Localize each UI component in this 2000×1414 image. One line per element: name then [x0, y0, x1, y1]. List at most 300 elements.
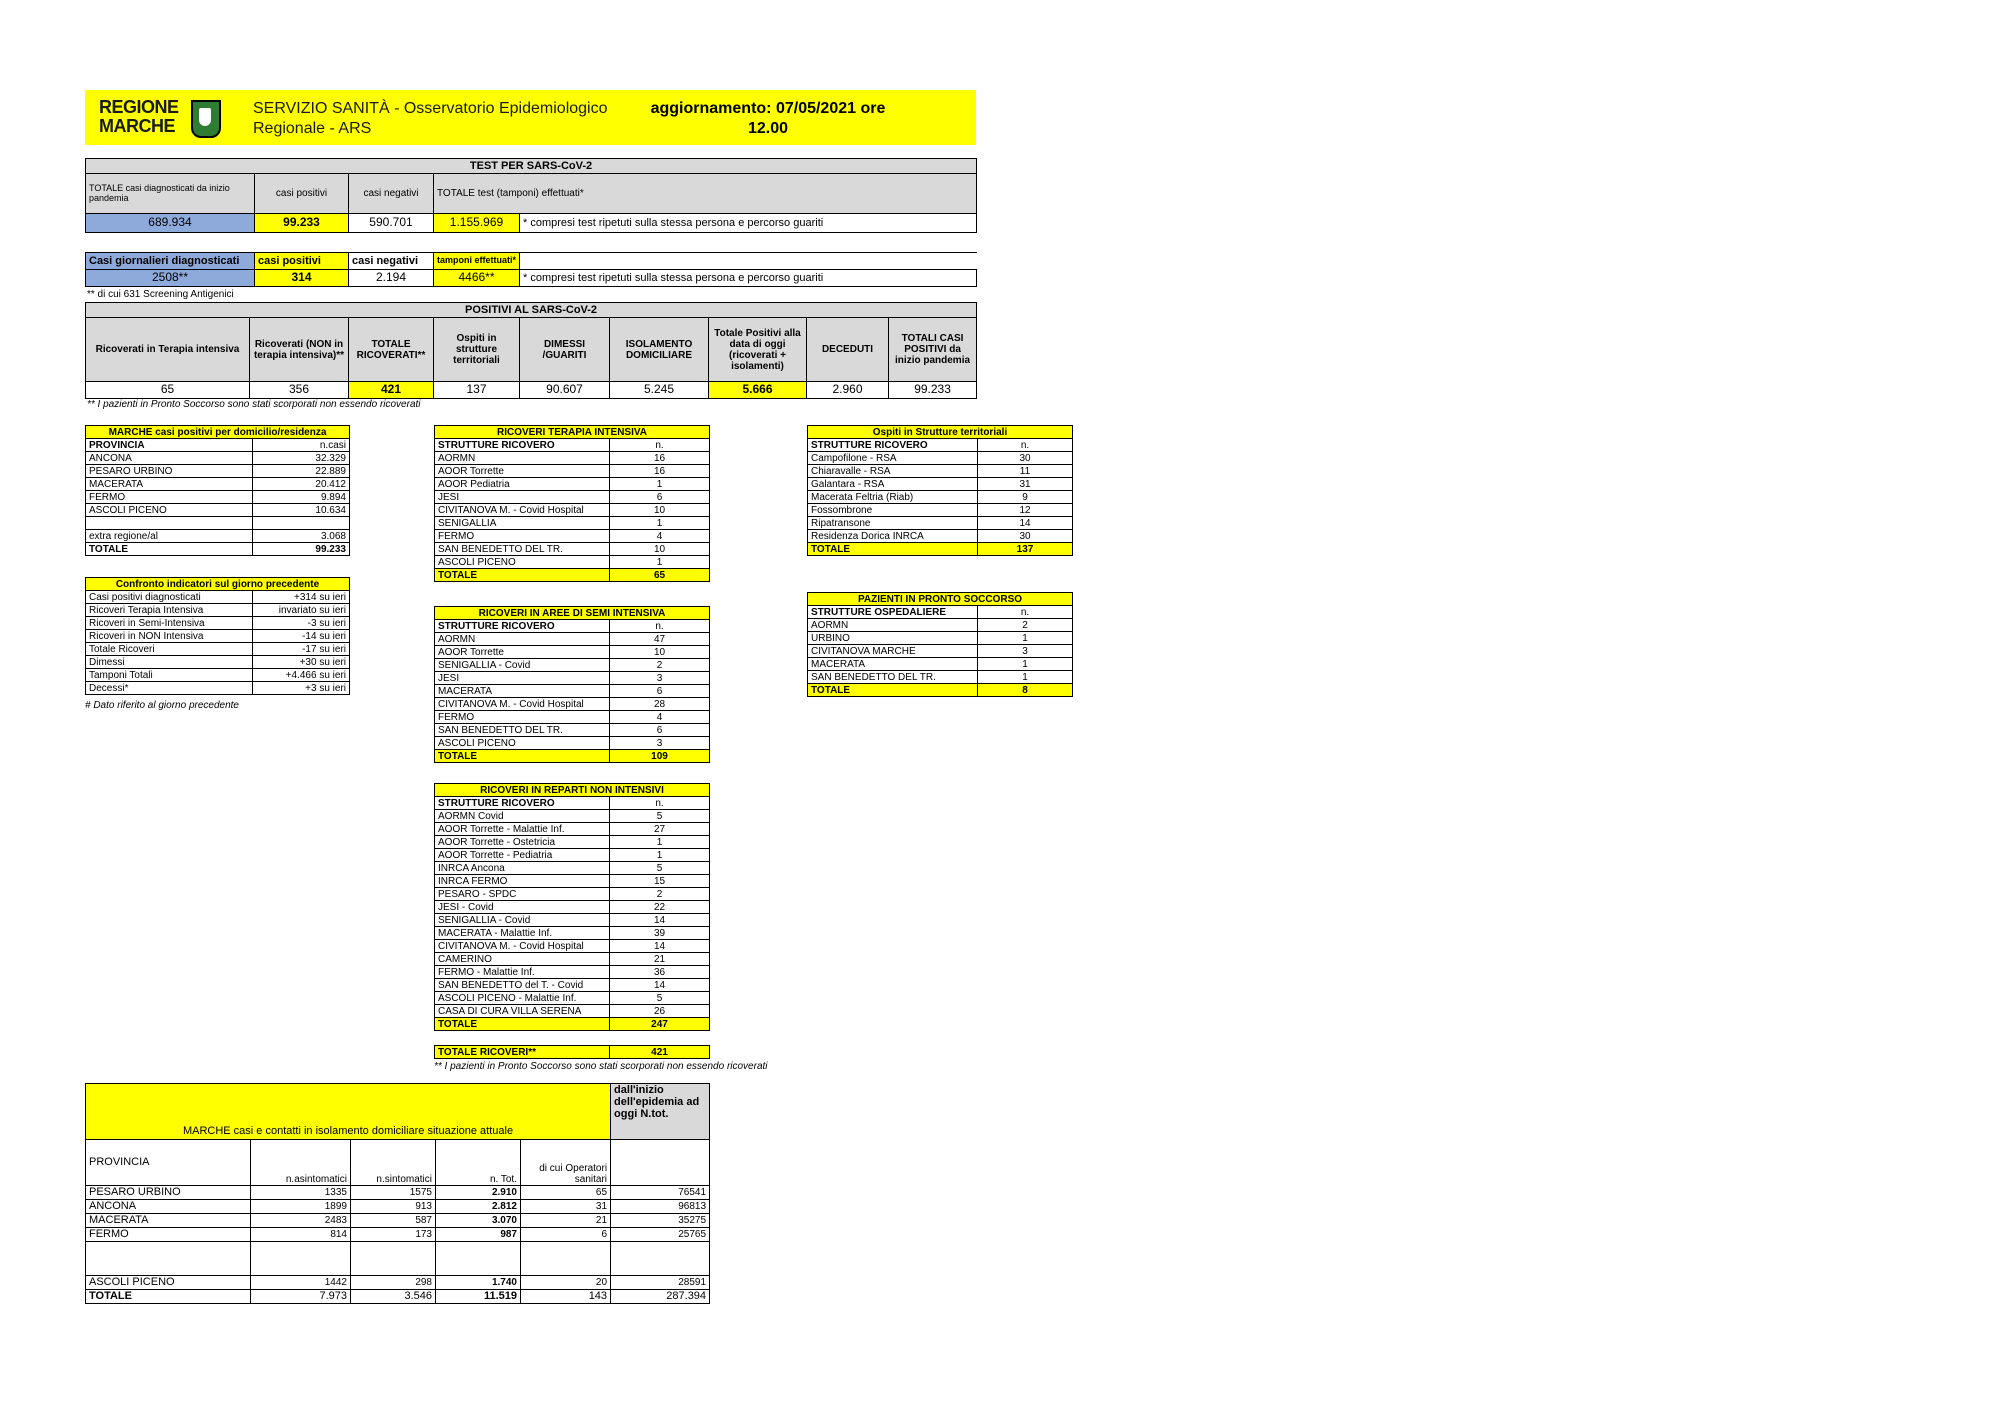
- nonint-row-value: 14: [610, 914, 710, 927]
- nonint-row: [435, 862, 710, 875]
- isolamento-cell: 987: [436, 1228, 521, 1242]
- province-title: MARCHE casi positivi per domicilio/residenza: [86, 426, 350, 439]
- semi-row-value: 6: [610, 724, 710, 737]
- nonint-row-value: 2: [610, 888, 710, 901]
- isolamento-row: [86, 1214, 710, 1228]
- positivi-header-row: [86, 318, 977, 382]
- positivi-value: 137: [434, 382, 520, 399]
- province-rows: [86, 452, 350, 543]
- province-cases: 32.329: [253, 452, 350, 465]
- province-row: [86, 530, 350, 543]
- nonint-row-value: 5: [610, 810, 710, 823]
- isolamento-total-value: 3.546: [351, 1290, 436, 1304]
- isolamento-spacer-cell: [86, 1242, 251, 1276]
- nonint-row-name: MACERATA - Malattie Inf.: [435, 927, 610, 940]
- semi-row: [435, 646, 710, 659]
- positivi-value: 65: [86, 382, 250, 399]
- iso-h-tot: n. Tot.: [436, 1140, 521, 1186]
- ospiti-row-name: Chiaravalle - RSA: [808, 465, 978, 478]
- ps-row-name: URBINO: [808, 632, 978, 645]
- isolamento-row: [86, 1276, 710, 1290]
- confronto-value: -3 su ieri: [253, 617, 350, 630]
- totric-label: TOTALE RICOVERI**: [435, 1046, 610, 1059]
- test-v-tamp: 1.155.969: [434, 214, 520, 233]
- daily-h-tamp: tamponi effettuati*: [434, 253, 520, 270]
- ti-row-value: 10: [610, 543, 710, 556]
- confronto-row: [86, 630, 350, 643]
- ti-row-name: AOOR Pediatria: [435, 478, 610, 491]
- isolamento-total-row: [86, 1290, 710, 1304]
- test-h-pos: casi positivi: [255, 174, 349, 214]
- isolamento-cell: 1.740: [436, 1276, 521, 1290]
- nonint-row: [435, 836, 710, 849]
- isolamento-cell: 65: [521, 1186, 611, 1200]
- ospiti-row-value: 30: [978, 452, 1073, 465]
- province-h-prov: PROVINCIA: [86, 439, 253, 452]
- isolamento-cell: 587: [351, 1214, 436, 1228]
- ps-row-name: MACERATA: [808, 658, 978, 671]
- positivi-value: 5.245: [610, 382, 709, 399]
- semi-row: [435, 659, 710, 672]
- isolamento-total-value: 287.394: [611, 1290, 710, 1304]
- ps-row: [808, 658, 1073, 671]
- semi-row: [435, 724, 710, 737]
- ti-row-value: 10: [610, 504, 710, 517]
- ps-row-value: 2: [978, 619, 1073, 632]
- isolamento-rows: [86, 1186, 710, 1290]
- ti-row-value: 6: [610, 491, 710, 504]
- nonint-row: [435, 940, 710, 953]
- positivi-header: DIMESSI /GUARITI: [520, 318, 610, 382]
- province-row: [86, 491, 350, 504]
- nonint-total: 247: [610, 1018, 710, 1031]
- province-name: [86, 517, 253, 530]
- logo-line2: MARCHE: [99, 116, 175, 136]
- test-note: * compresi test ripetuti sulla stessa persona e percorso guariti: [520, 214, 977, 233]
- semi-row: [435, 737, 710, 750]
- positivi-value: 90.607: [520, 382, 610, 399]
- confronto-label: Ricoveri in Semi-Intensiva: [86, 617, 253, 630]
- nonint-row-name: PESARO - SPDC: [435, 888, 610, 901]
- nonint-row-value: 1: [610, 836, 710, 849]
- isolamento-total-label: TOTALE: [86, 1290, 251, 1304]
- ti-row: [435, 465, 710, 478]
- isolamento-cell: 76541: [611, 1186, 710, 1200]
- iso-h-oper: di cui Operatori sanitari: [521, 1140, 611, 1186]
- ti-row-value: 1: [610, 556, 710, 569]
- ti-total: 65: [610, 569, 710, 582]
- ps-row-name: CIVITANOVA MARCHE: [808, 645, 978, 658]
- confronto-value: -14 su ieri: [253, 630, 350, 643]
- shield-icon: [191, 100, 221, 138]
- test-v-total: 689.934: [86, 214, 255, 233]
- semi-row-value: 47: [610, 633, 710, 646]
- ps-row: [808, 632, 1073, 645]
- ti-row: [435, 556, 710, 569]
- nonint-row-value: 39: [610, 927, 710, 940]
- ti-row-name: CIVITANOVA M. - Covid Hospital: [435, 504, 610, 517]
- daily-h-pos: casi positivi: [255, 253, 349, 270]
- pronto-soccorso-table: [807, 592, 1073, 697]
- semi-row-name: SENIGALLIA - Covid: [435, 659, 610, 672]
- nonint-row-name: AORMN Covid: [435, 810, 610, 823]
- nonint-row-name: INRCA FERMO: [435, 875, 610, 888]
- ospiti-row-value: 9: [978, 491, 1073, 504]
- ti-row: [435, 478, 710, 491]
- ti-row-value: 4: [610, 530, 710, 543]
- isolamento-total-value: 11.519: [436, 1290, 521, 1304]
- ti-row: [435, 517, 710, 530]
- nonint-row-name: SAN BENEDETTO del T. - Covid: [435, 979, 610, 992]
- iso-h-asint: n.asintomatici: [251, 1140, 351, 1186]
- totric-note: ** I pazienti in Pronto Soccorso sono stati scorporati non essendo ricoverati: [434, 1061, 768, 1072]
- isolamento-cell: 913: [351, 1200, 436, 1214]
- province-name: ASCOLI PICENO: [86, 504, 253, 517]
- iso-title: MARCHE casi e contatti in isolamento domiciliare situazione attuale: [86, 1084, 611, 1140]
- nonint-title: RICOVERI IN REPARTI NON INTENSIVI: [435, 784, 710, 797]
- isolamento-spacer-cell: [251, 1242, 351, 1276]
- confronto-label: Ricoveri in NON Intensiva: [86, 630, 253, 643]
- ti-row-name: AOOR Torrette: [435, 465, 610, 478]
- nonint-row: [435, 966, 710, 979]
- nonint-row-name: JESI - Covid: [435, 901, 610, 914]
- ps-total: 8: [978, 684, 1073, 697]
- semi-row-name: ASCOLI PICENO: [435, 737, 610, 750]
- confronto-row: [86, 604, 350, 617]
- province-name: MACERATA: [86, 478, 253, 491]
- ospiti-row-name: Ripatransone: [808, 517, 978, 530]
- semi-h-n: n.: [610, 620, 710, 633]
- positivi-value: 99.233: [889, 382, 977, 399]
- daily-v-pos: 314: [255, 270, 349, 287]
- confronto-row: [86, 682, 350, 695]
- ps-row: [808, 645, 1073, 658]
- isolamento-cell: PESARO URBINO: [86, 1186, 251, 1200]
- ospiti-row: [808, 530, 1073, 543]
- nonint-row: [435, 1005, 710, 1018]
- ti-row: [435, 504, 710, 517]
- nonint-total-label: TOTALE: [435, 1018, 610, 1031]
- province-name: PESARO URBINO: [86, 465, 253, 478]
- ti-row-value: 16: [610, 452, 710, 465]
- confronto-label: Decessi*: [86, 682, 253, 695]
- daily-h-total: Casi giornalieri diagnosticati: [86, 253, 255, 270]
- report-header: [85, 90, 976, 145]
- ps-title: PAZIENTI IN PRONTO SOCCORSO: [808, 593, 1073, 606]
- confronto-title: Confronto indicatori sul giorno precedente: [86, 578, 350, 591]
- isolamento-spacer-cell: [611, 1242, 710, 1276]
- isolamento-row: [86, 1228, 710, 1242]
- ti-row-name: SENIGALLIA: [435, 517, 610, 530]
- isolamento-table: [85, 1083, 710, 1304]
- semi-total: 109: [610, 750, 710, 763]
- positivi-header: DECEDUTI: [807, 318, 889, 382]
- nonint-h-name: STRUTTURE RICOVERO: [435, 797, 610, 810]
- isolamento-cell: 2.910: [436, 1186, 521, 1200]
- isolamento-spacer-cell: [521, 1242, 611, 1276]
- update-timestamp: aggiornamento: 07/05/2021 ore 12.00: [650, 100, 886, 137]
- ospiti-row: [808, 491, 1073, 504]
- semi-row-value: 2: [610, 659, 710, 672]
- positivi-header: TOTALI CASI POSITIVI da inizio pandemia: [889, 318, 977, 382]
- ospiti-row-name: Residenza Dorica INRCA: [808, 530, 978, 543]
- isolamento-cell: 31: [521, 1200, 611, 1214]
- ospiti-rows: [808, 452, 1073, 543]
- semi-row-value: 4: [610, 711, 710, 724]
- ps-total-label: TOTALE: [808, 684, 978, 697]
- positivi-header: Ricoverati in Terapia intensiva: [86, 318, 250, 382]
- ospiti-row: [808, 504, 1073, 517]
- semi-row: [435, 633, 710, 646]
- ospiti-row-value: 12: [978, 504, 1073, 517]
- province-row: [86, 478, 350, 491]
- ps-h-n: n.: [978, 606, 1073, 619]
- positivi-value: 356: [250, 382, 349, 399]
- regione-marche-logo: [99, 98, 199, 138]
- ospiti-row-name: Fossombrone: [808, 504, 978, 517]
- test-v-neg: 590.701: [349, 214, 434, 233]
- ospiti-row-value: 30: [978, 530, 1073, 543]
- test-table: [85, 158, 977, 233]
- nonint-h-n: n.: [610, 797, 710, 810]
- nonint-row: [435, 901, 710, 914]
- test-h-tamp: TOTALE test (tamponi) effettuati*: [434, 174, 977, 214]
- nonint-row-name: CASA DI CURA VILLA SERENA: [435, 1005, 610, 1018]
- nonint-row-value: 26: [610, 1005, 710, 1018]
- semi-row-value: 10: [610, 646, 710, 659]
- isolamento-cell: 20: [521, 1276, 611, 1290]
- nonint-row: [435, 823, 710, 836]
- isolamento-cell: 1575: [351, 1186, 436, 1200]
- daily-footnote: ** di cui 631 Screening Antigenici: [87, 289, 234, 300]
- ti-title: RICOVERI TERAPIA INTENSIVA: [435, 426, 710, 439]
- province-cases: 20.412: [253, 478, 350, 491]
- ti-total-label: TOTALE: [435, 569, 610, 582]
- isolamento-cell: 28591: [611, 1276, 710, 1290]
- nonint-row: [435, 875, 710, 888]
- isolamento-spacer-row: [86, 1242, 710, 1276]
- isolamento-cell: ANCONA: [86, 1200, 251, 1214]
- semi-row: [435, 711, 710, 724]
- ospiti-h-n: n.: [978, 439, 1073, 452]
- ti-row-name: ASCOLI PICENO: [435, 556, 610, 569]
- ospiti-row: [808, 465, 1073, 478]
- semi-row: [435, 698, 710, 711]
- semi-row: [435, 685, 710, 698]
- daily-v-neg: 2.194: [349, 270, 434, 287]
- ti-row-name: SAN BENEDETTO DEL TR.: [435, 543, 610, 556]
- isolamento-cell: FERMO: [86, 1228, 251, 1242]
- ospiti-row: [808, 452, 1073, 465]
- isolamento-cell: 6: [521, 1228, 611, 1242]
- ti-rows: [435, 452, 710, 569]
- confronto-label: Ricoveri Terapia Intensiva: [86, 604, 253, 617]
- ti-row-value: 16: [610, 465, 710, 478]
- ti-h-n: n.: [610, 439, 710, 452]
- confronto-value: invariato su ieri: [253, 604, 350, 617]
- isolamento-cell: 3.070: [436, 1214, 521, 1228]
- isolamento-cell: 298: [351, 1276, 436, 1290]
- nonint-row-value: 15: [610, 875, 710, 888]
- ti-row: [435, 452, 710, 465]
- confronto-label: Totale Ricoveri: [86, 643, 253, 656]
- province-cases: 10.634: [253, 504, 350, 517]
- semi-row-value: 3: [610, 672, 710, 685]
- province-row: [86, 517, 350, 530]
- nonint-row: [435, 849, 710, 862]
- semi-h-name: STRUTTURE RICOVERO: [435, 620, 610, 633]
- ospiti-row-name: Macerata Feltria (Riab): [808, 491, 978, 504]
- isolamento-cell: 2.812: [436, 1200, 521, 1214]
- ti-row-name: JESI: [435, 491, 610, 504]
- ti-h-name: STRUTTURE RICOVERO: [435, 439, 610, 452]
- confronto-value: +314 su ieri: [253, 591, 350, 604]
- province-name: FERMO: [86, 491, 253, 504]
- ospiti-table: [807, 425, 1073, 556]
- confronto-rows: [86, 591, 350, 695]
- isolamento-total-value: 7.973: [251, 1290, 351, 1304]
- ti-row-value: 1: [610, 517, 710, 530]
- isolamento-cell: 1335: [251, 1186, 351, 1200]
- isolamento-cell: 35275: [611, 1214, 710, 1228]
- nonint-row: [435, 914, 710, 927]
- semi-row-value: 28: [610, 698, 710, 711]
- province-table: [85, 425, 350, 556]
- ps-row-value: 3: [978, 645, 1073, 658]
- ti-row-name: FERMO: [435, 530, 610, 543]
- nonint-row-value: 5: [610, 992, 710, 1005]
- ospiti-row-value: 11: [978, 465, 1073, 478]
- isolamento-cell: 21: [521, 1214, 611, 1228]
- nonint-rows: [435, 810, 710, 1018]
- province-total-label: TOTALE: [86, 543, 253, 556]
- nonint-row-value: 14: [610, 940, 710, 953]
- positivi-table: [85, 302, 977, 399]
- ospiti-row: [808, 478, 1073, 491]
- ps-row-value: 1: [978, 632, 1073, 645]
- province-row: [86, 452, 350, 465]
- test-h-total: TOTALE casi diagnosticati da inizio pandemia: [86, 174, 255, 214]
- confronto-row: [86, 591, 350, 604]
- semi-row-name: MACERATA: [435, 685, 610, 698]
- province-h-cases: n.casi: [253, 439, 350, 452]
- confronto-label: Casi positivi diagnosticati: [86, 591, 253, 604]
- ti-row: [435, 543, 710, 556]
- confronto-table: [85, 577, 350, 695]
- ti-row: [435, 491, 710, 504]
- province-cases: 22.889: [253, 465, 350, 478]
- ospiti-row: [808, 517, 1073, 530]
- semi-row: [435, 672, 710, 685]
- semi-row-name: JESI: [435, 672, 610, 685]
- nonint-row-name: INRCA Ancona: [435, 862, 610, 875]
- isolamento-spacer-cell: [351, 1242, 436, 1276]
- nonint-row-value: 5: [610, 862, 710, 875]
- iso-h-prov: PROVINCIA: [86, 1140, 251, 1186]
- isolamento-cell: 96813: [611, 1200, 710, 1214]
- semi-rows: [435, 633, 710, 750]
- province-cases: [253, 517, 350, 530]
- ospiti-title: Ospiti in Strutture territoriali: [808, 426, 1073, 439]
- province-name: extra regione/al: [86, 530, 253, 543]
- isolamento-cell: 814: [251, 1228, 351, 1242]
- test-v-pos: 99.233: [255, 214, 349, 233]
- isolamento-row: [86, 1200, 710, 1214]
- semi-title: RICOVERI IN AREE DI SEMI INTENSIVA: [435, 607, 710, 620]
- positivi-value: 2.960: [807, 382, 889, 399]
- semi-row-value: 6: [610, 685, 710, 698]
- nonint-row: [435, 927, 710, 940]
- nonint-row-name: AOOR Torrette - Ostetricia: [435, 836, 610, 849]
- nonint-row: [435, 810, 710, 823]
- province-name: ANCONA: [86, 452, 253, 465]
- ps-row: [808, 619, 1073, 632]
- nonint-row-value: 36: [610, 966, 710, 979]
- nonint-row: [435, 888, 710, 901]
- daily-h-neg: casi negativi: [349, 253, 434, 270]
- ps-row-value: 1: [978, 658, 1073, 671]
- nonint-row-name: CIVITANOVA M. - Covid Hospital: [435, 940, 610, 953]
- ps-rows: [808, 619, 1073, 684]
- nonint-row-name: SENIGALLIA - Covid: [435, 914, 610, 927]
- nonint-row: [435, 992, 710, 1005]
- positivi-title: POSITIVI AL SARS-CoV-2: [86, 303, 977, 318]
- ti-row: [435, 530, 710, 543]
- daily-v-tamp: 4466**: [434, 270, 520, 287]
- nonint-row-value: 21: [610, 953, 710, 966]
- isolamento-cell: ASCOLI PICENO: [86, 1276, 251, 1290]
- terapia-intensiva-table: [434, 425, 710, 582]
- test-title: TEST PER SARS-CoV-2: [86, 159, 977, 174]
- confronto-row: [86, 656, 350, 669]
- isolamento-total-value: 143: [521, 1290, 611, 1304]
- totric-value: 421: [610, 1046, 710, 1059]
- daily-table: [85, 252, 977, 287]
- positivi-values-row: [86, 382, 977, 399]
- semi-row-name: FERMO: [435, 711, 610, 724]
- confronto-value: -17 su ieri: [253, 643, 350, 656]
- isolamento-spacer-cell: [436, 1242, 521, 1276]
- nonint-row-name: CAMERINO: [435, 953, 610, 966]
- ps-row-name: SAN BENEDETTO DEL TR.: [808, 671, 978, 684]
- positivi-header: Totale Positivi alla data di oggi (ricoverati + isolamenti): [709, 318, 807, 382]
- daily-v-total: 2508**: [86, 270, 255, 287]
- confronto-label: Tamponi Totali: [86, 669, 253, 682]
- nonint-row-value: 27: [610, 823, 710, 836]
- province-row: [86, 465, 350, 478]
- ps-row: [808, 671, 1073, 684]
- ospiti-row-name: Galantara - RSA: [808, 478, 978, 491]
- isolamento-cell: 1899: [251, 1200, 351, 1214]
- confronto-row: [86, 643, 350, 656]
- positivi-header: Ospiti in strutture territoriali: [434, 318, 520, 382]
- ti-row-name: AORMN: [435, 452, 610, 465]
- ps-row-name: AORMN: [808, 619, 978, 632]
- semi-row-value: 3: [610, 737, 710, 750]
- isolamento-cell: 1442: [251, 1276, 351, 1290]
- semi-row-name: CIVITANOVA M. - Covid Hospital: [435, 698, 610, 711]
- iso-side-title: dall'inizio dell'epidemia ad oggi N.tot.: [611, 1084, 710, 1140]
- nonint-row-name: AOOR Torrette - Pediatria: [435, 849, 610, 862]
- non-intensivi-table: [434, 783, 710, 1031]
- iso-h-sint: n.sintomatici: [351, 1140, 436, 1186]
- province-row: [86, 504, 350, 517]
- nonint-row: [435, 979, 710, 992]
- positivi-header: ISOLAMENTO DOMICILIARE: [610, 318, 709, 382]
- nonint-row: [435, 953, 710, 966]
- semi-row-name: SAN BENEDETTO DEL TR.: [435, 724, 610, 737]
- ti-row-value: 1: [610, 478, 710, 491]
